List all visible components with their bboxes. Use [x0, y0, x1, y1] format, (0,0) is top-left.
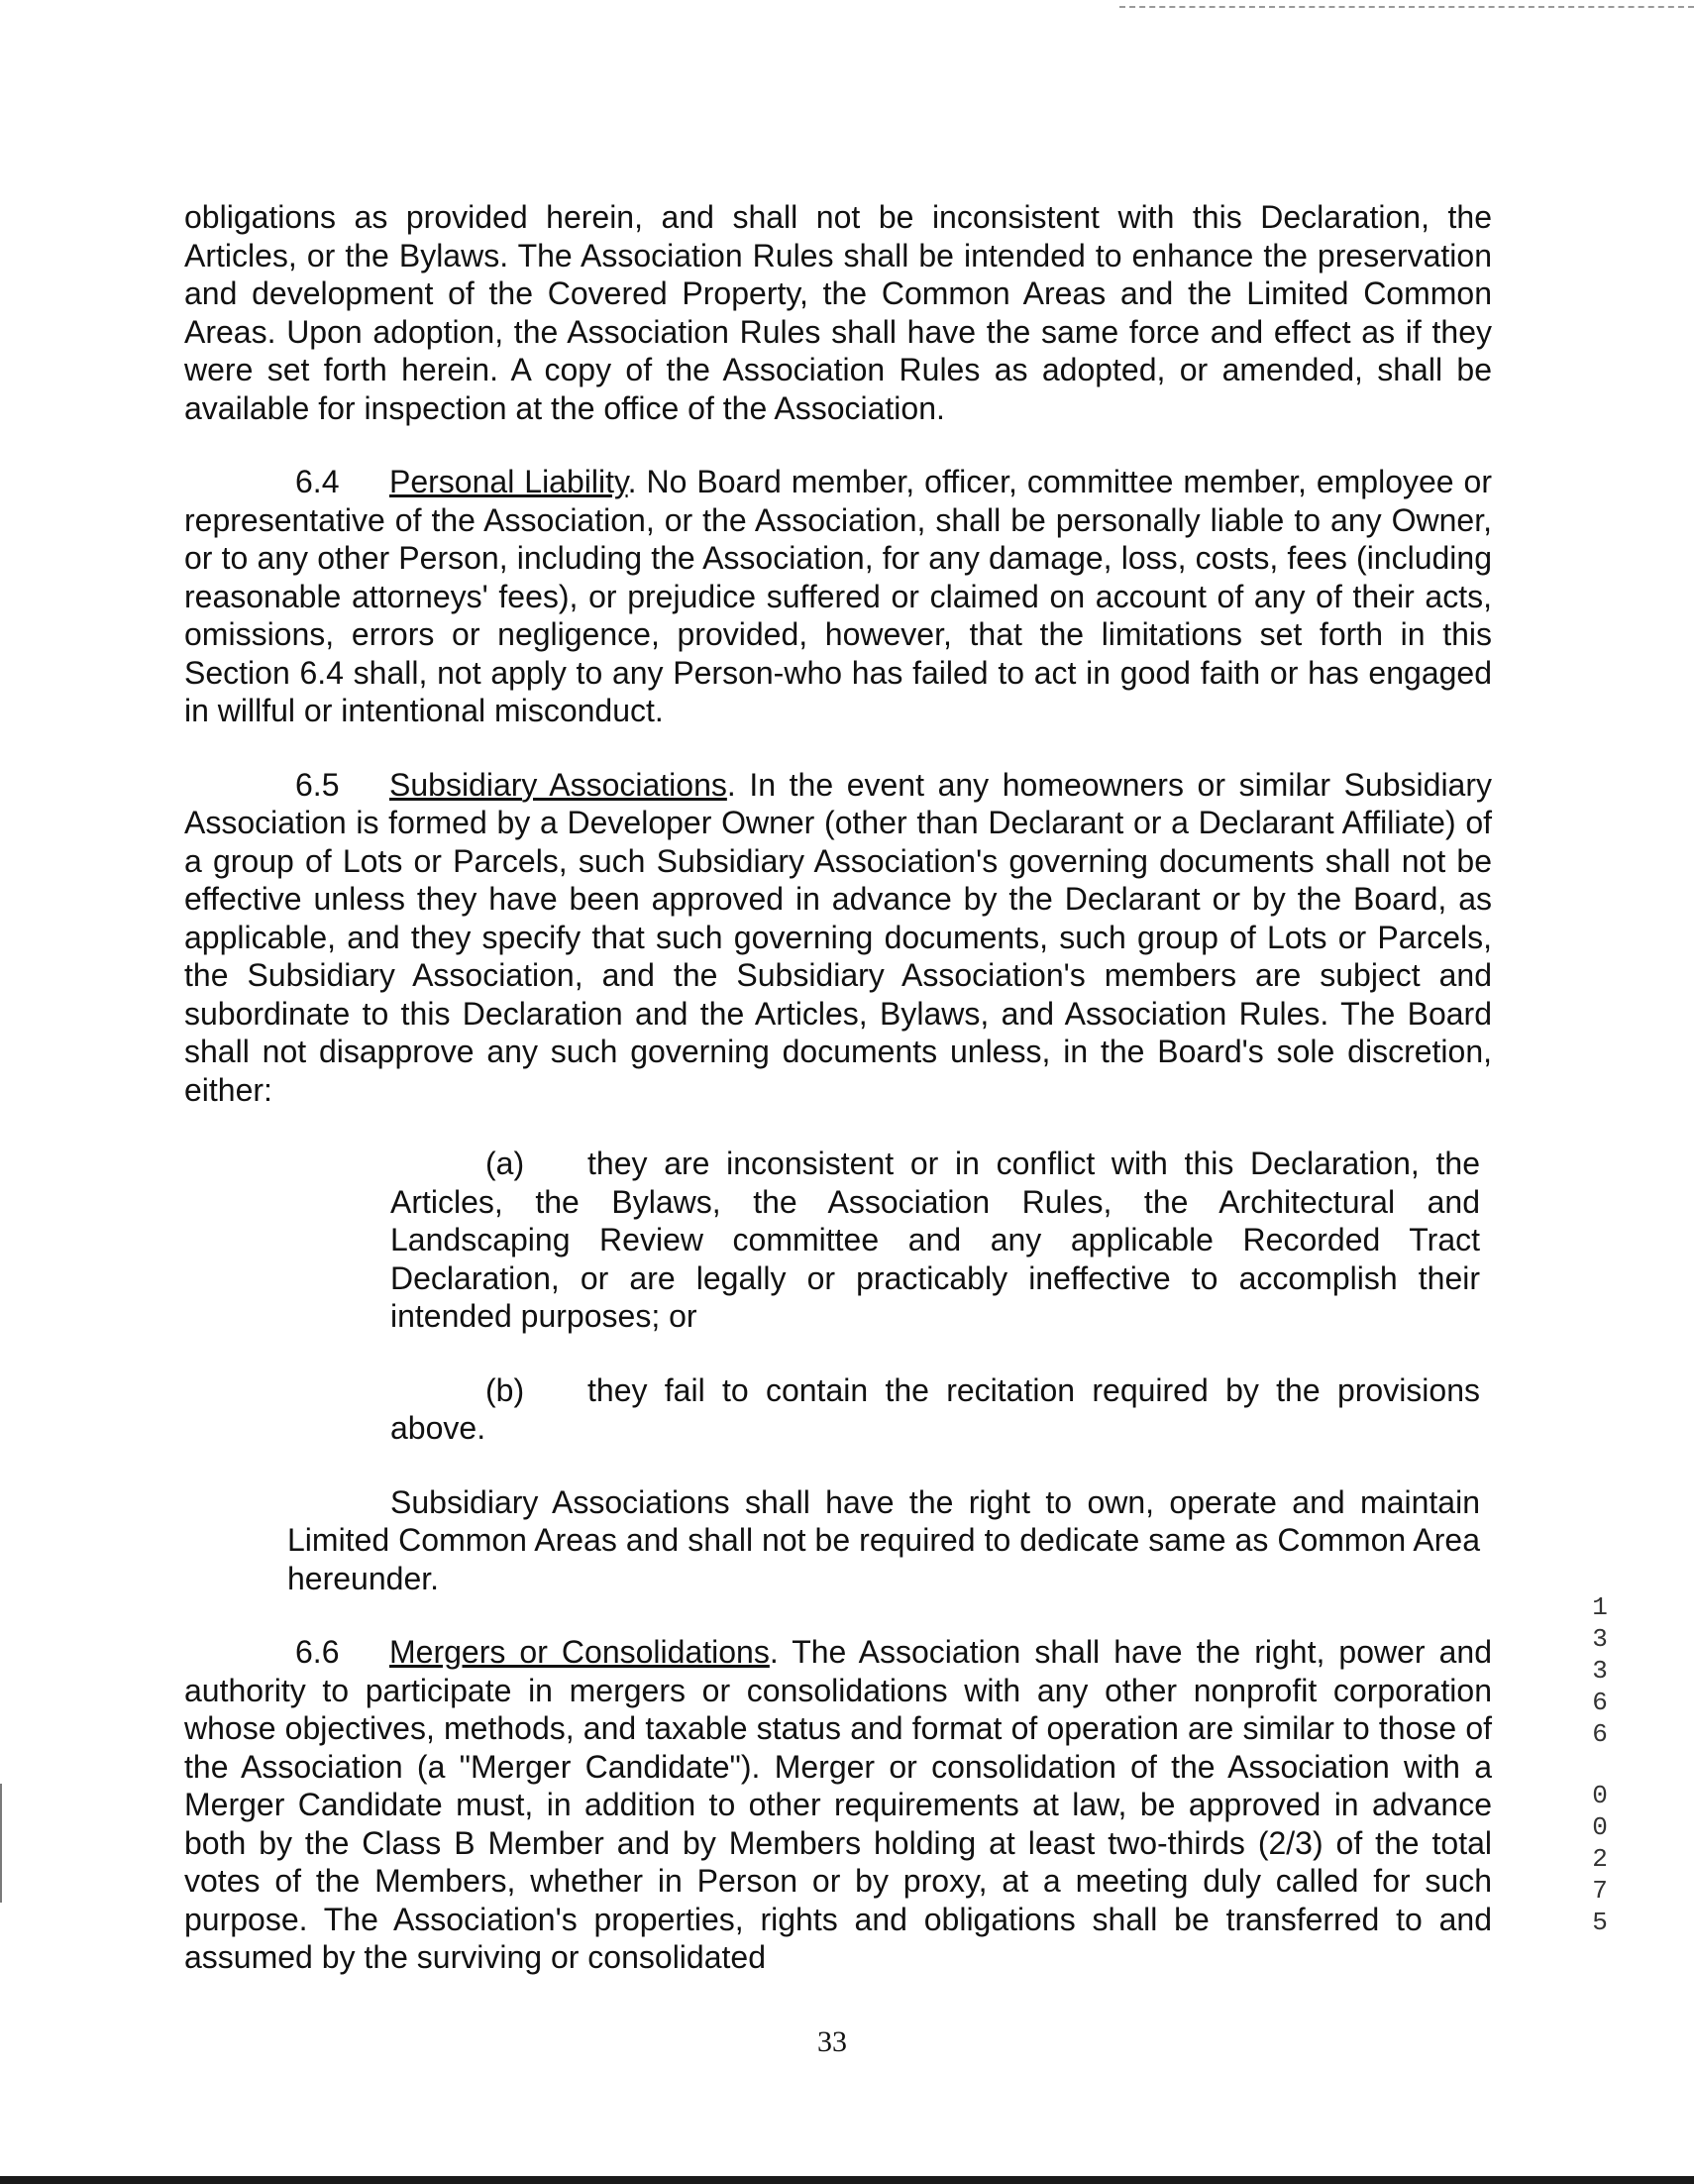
section-heading: Mergers or Consolidations [389, 1634, 770, 1670]
stamp-digit: 6 [1592, 1688, 1608, 1717]
scan-edge-top [1119, 6, 1694, 8]
stamp-digit: 0 [1592, 1812, 1608, 1842]
continuation-paragraph: obligations as provided herein, and shall not be inconsistent with this Declaration, the Articles, or the Bylaws. The Association Rules shall be intended to enhance the preservation and development of the Covered Property, the Common Areas and the Limited Common Areas. Upon adoption, the Association Rules shall have the same force and effect as if they were set forth herein. A copy of the Association Rules as adopted, or amended, shall be available for inspection at the office of the Association. [184, 199, 1492, 426]
item-label: (a) [485, 1146, 525, 1181]
section-number: 6.4 [295, 464, 340, 499]
section-heading: Personal Liability [389, 464, 628, 499]
subsection-item-b [390, 1371, 1480, 1448]
section-6-5 [184, 766, 1492, 1110]
subsection-item-a [390, 1145, 1480, 1336]
item-text: they are inconsistent or in conflict with this Declaration, the Articles, the Bylaws, the Association Rules, the Architectural and Landscaping Review committee and any applicable Recorded Tract Declaration, or are legally or practicably ineffective to accomplish their intended purposes; or [390, 1146, 1480, 1334]
section-number: 6.5 [295, 766, 340, 803]
section-6-4 [184, 463, 1492, 730]
page-number: 33 [817, 2025, 847, 2058]
section-number: 6.6 [295, 1634, 340, 1670]
stamp-digit: 7 [1592, 1876, 1608, 1906]
scan-edge-bottom [0, 2176, 1694, 2184]
stamp-digit: 3 [1592, 1656, 1608, 1686]
section-text: . No Board member, officer, committee member, employee or representative of the Association, or the Association, shall be personally liable to any Owner, or to any other Person, including the Association, for any damage, loss, costs, fees (including reasonable attorneys' fees), or prejudice suffered or claimed on account of any of their acts, omissions, errors or negligence, provided, however, that the limitations set forth in this Section 6.4 shall, not apply to any Person-who has failed to act in good faith or has engaged in willful or intentional misconduct. [184, 464, 1492, 728]
item-label: (b) [485, 1371, 525, 1408]
section-text: . In the event any homeowners or similar Subsidiary Association is formed by a Developer Owner (other than Declarant or a Declarant Affiliate) of a group of Lots or Parcels, such Subsidiary Association's governing documents shall not be effective unless they have been approved in advance by the Declarant or by the Board, as applicable, and they specify that such governing documents, such group of Lots or Parcels, the Subsidiary Association, and the Subsidiary Association's members are subject and subordinate to this Declaration and the Articles, Bylaws, and Association Rules. The Board shall not disapprove any such governing documents unless, in the Board's sole discretion, either: [184, 766, 1493, 1108]
stamp-digit: 5 [1592, 1908, 1608, 1937]
stamp-digit: 2 [1592, 1844, 1608, 1874]
section-heading: Subsidiary Associations [389, 766, 727, 803]
stamp-digit: 3 [1592, 1624, 1608, 1654]
item-text: they fail to contain the recitation required by the provisions above. [390, 1371, 1480, 1446]
section-text: . The Association shall have the right, power and authority to participate in mergers or consolidations with any other nonprofit corporation whose objectives, methods, and taxable status and format of operation are similar to those of the Association (a "Merger Candidate"). Merger or consolidation of the Association with a Merger Candidate must, in addition to other requirements at law, be approved in advance both by the Class B Member and by Members holding at least two-thirds (2/3) of the total votes of the Members, whether in Person or by proxy, at a meeting duly called for such purpose. The Association's properties, rights and obligations shall be transferred to and assumed by the surviving or consolidated [184, 1634, 1493, 1975]
scan-edge-left [0, 1784, 2, 1903]
subsidiary-closing-paragraph: Subsidiary Associations shall have the right to own, operate and maintain Limited Common Areas and shall not be required to dedicate same as Common Area hereunder. [287, 1483, 1480, 1596]
recording-number-stamp [1580, 1591, 1620, 1938]
stamp-digit: 1 [1592, 1592, 1608, 1622]
stamp-digit: 0 [1592, 1781, 1608, 1810]
document-body [184, 198, 1492, 1977]
stamp-digit: 6 [1592, 1719, 1608, 1749]
section-6-6 [184, 1633, 1492, 1977]
